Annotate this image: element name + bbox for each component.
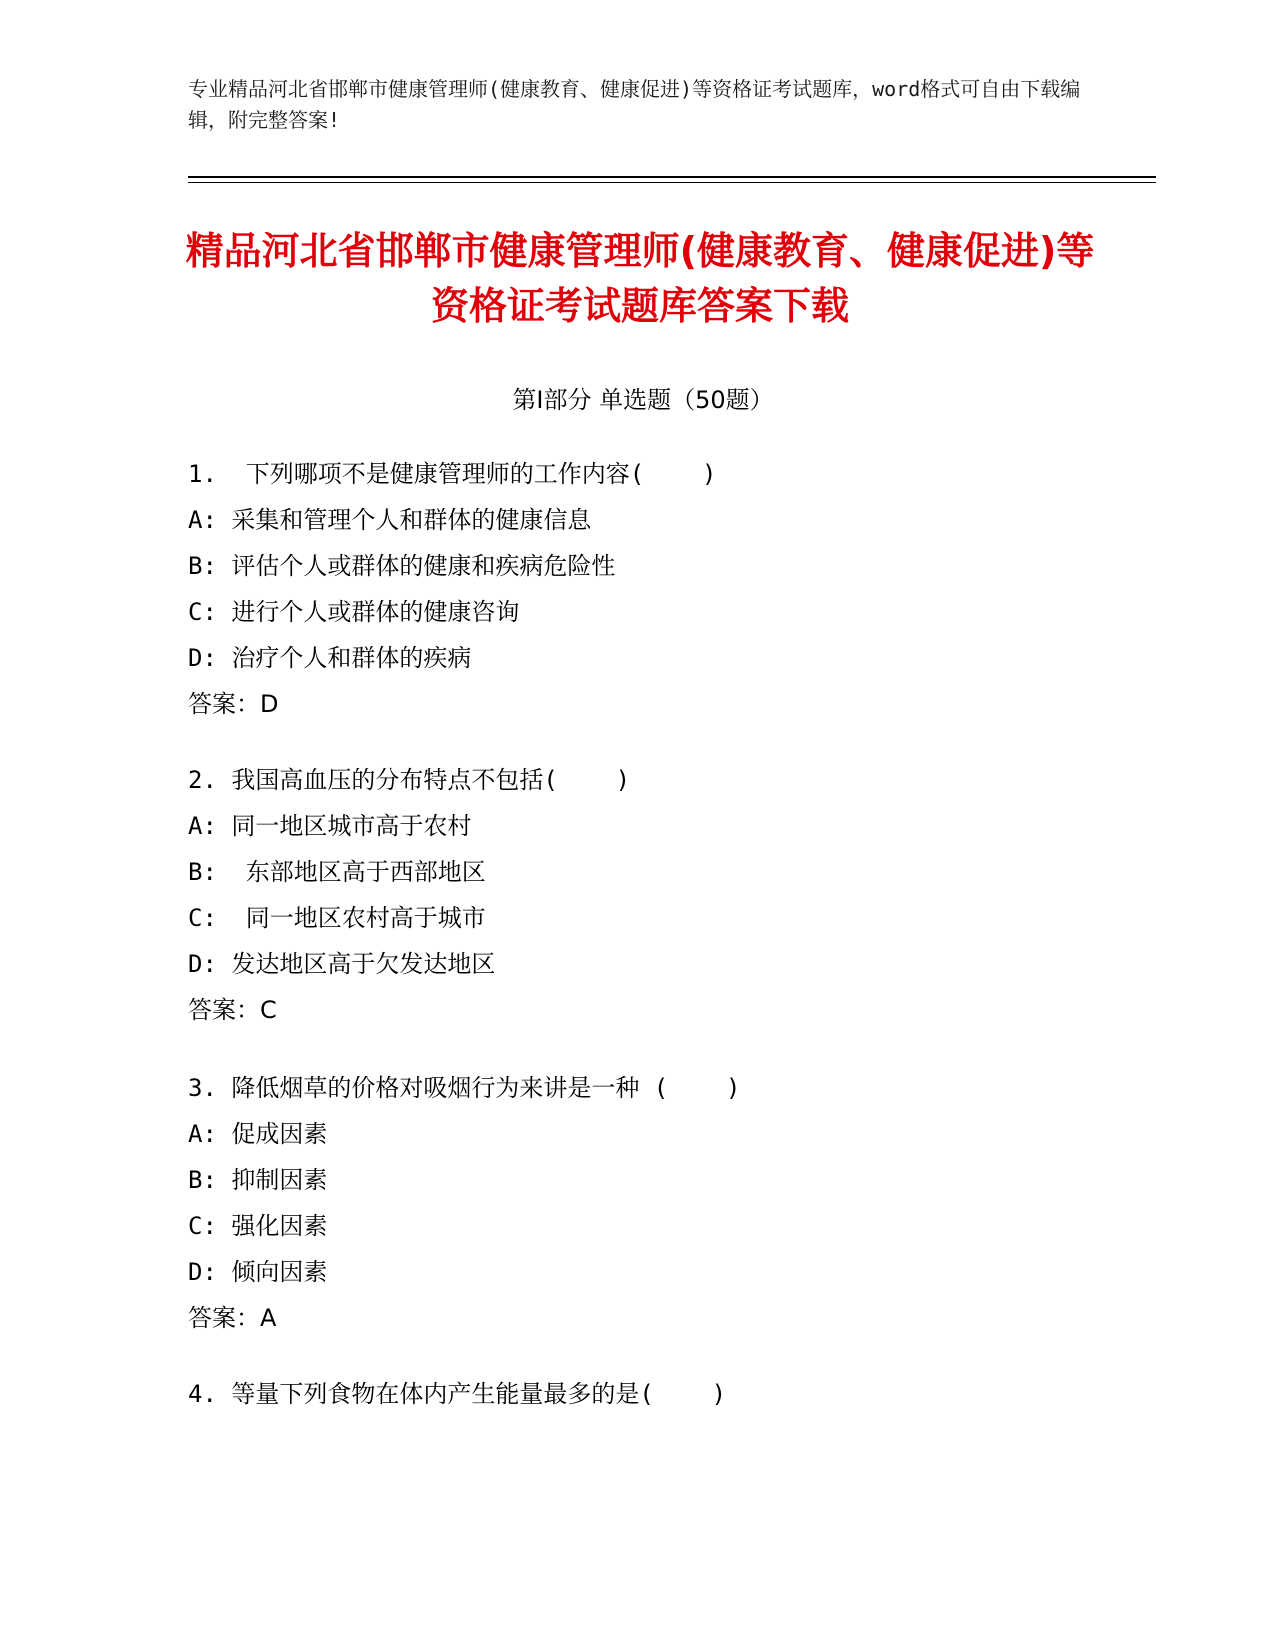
header-note: 专业精品河北省邯郸市健康管理师(健康教育、健康促进)等资格证考试题库，word格式可自由下载编辑，附完整答案! <box>188 77 1081 132</box>
option-b: B: 评估个人或群体的健康和疾病危险性 <box>188 552 616 580</box>
option-d: D: 倾向因素 <box>188 1258 328 1286</box>
answer: 答案：C <box>188 996 277 1024</box>
document-title: 精品河北省邯郸市健康管理师(健康教育、健康促进)等资格证考试题库答案下载 <box>185 229 1095 328</box>
option-c: C: 强化因素 <box>188 1212 328 1240</box>
option-b: B: 抑制因素 <box>188 1166 328 1194</box>
header-divider-thin <box>188 182 1156 183</box>
option-a: A: 采集和管理个人和群体的健康信息 <box>188 506 592 534</box>
question-stem: 4. 等量下列食物在体内产生能量最多的是( ) <box>188 1380 727 1408</box>
option-d: D: 治疗个人和群体的疾病 <box>188 644 472 672</box>
question-2 <box>188 757 1088 1033</box>
option-c: C: 进行个人或群体的健康咨询 <box>188 598 520 626</box>
question-4 <box>188 1371 1088 1417</box>
section-heading: 第Ⅰ部分 单选题（50题） <box>512 386 774 414</box>
answer: 答案：D <box>188 690 279 718</box>
option-b: B: 东部地区高于西部地区 <box>188 858 486 886</box>
question-stem: 1. 下列哪项不是健康管理师的工作内容( ) <box>188 460 717 488</box>
question-1 <box>188 451 1088 727</box>
option-c: C: 同一地区农村高于城市 <box>188 904 486 932</box>
option-d: D: 发达地区高于欠发达地区 <box>188 950 496 978</box>
option-a: A: 同一地区城市高于农村 <box>188 812 472 840</box>
question-stem: 3. 降低烟草的价格对吸烟行为来讲是一种 ( ) <box>188 1074 741 1102</box>
answer: 答案：A <box>188 1304 277 1332</box>
question-stem: 2. 我国高血压的分布特点不包括( ) <box>188 766 631 794</box>
option-a: A: 促成因素 <box>188 1120 328 1148</box>
question-3 <box>188 1065 1088 1341</box>
header-divider <box>188 176 1156 178</box>
